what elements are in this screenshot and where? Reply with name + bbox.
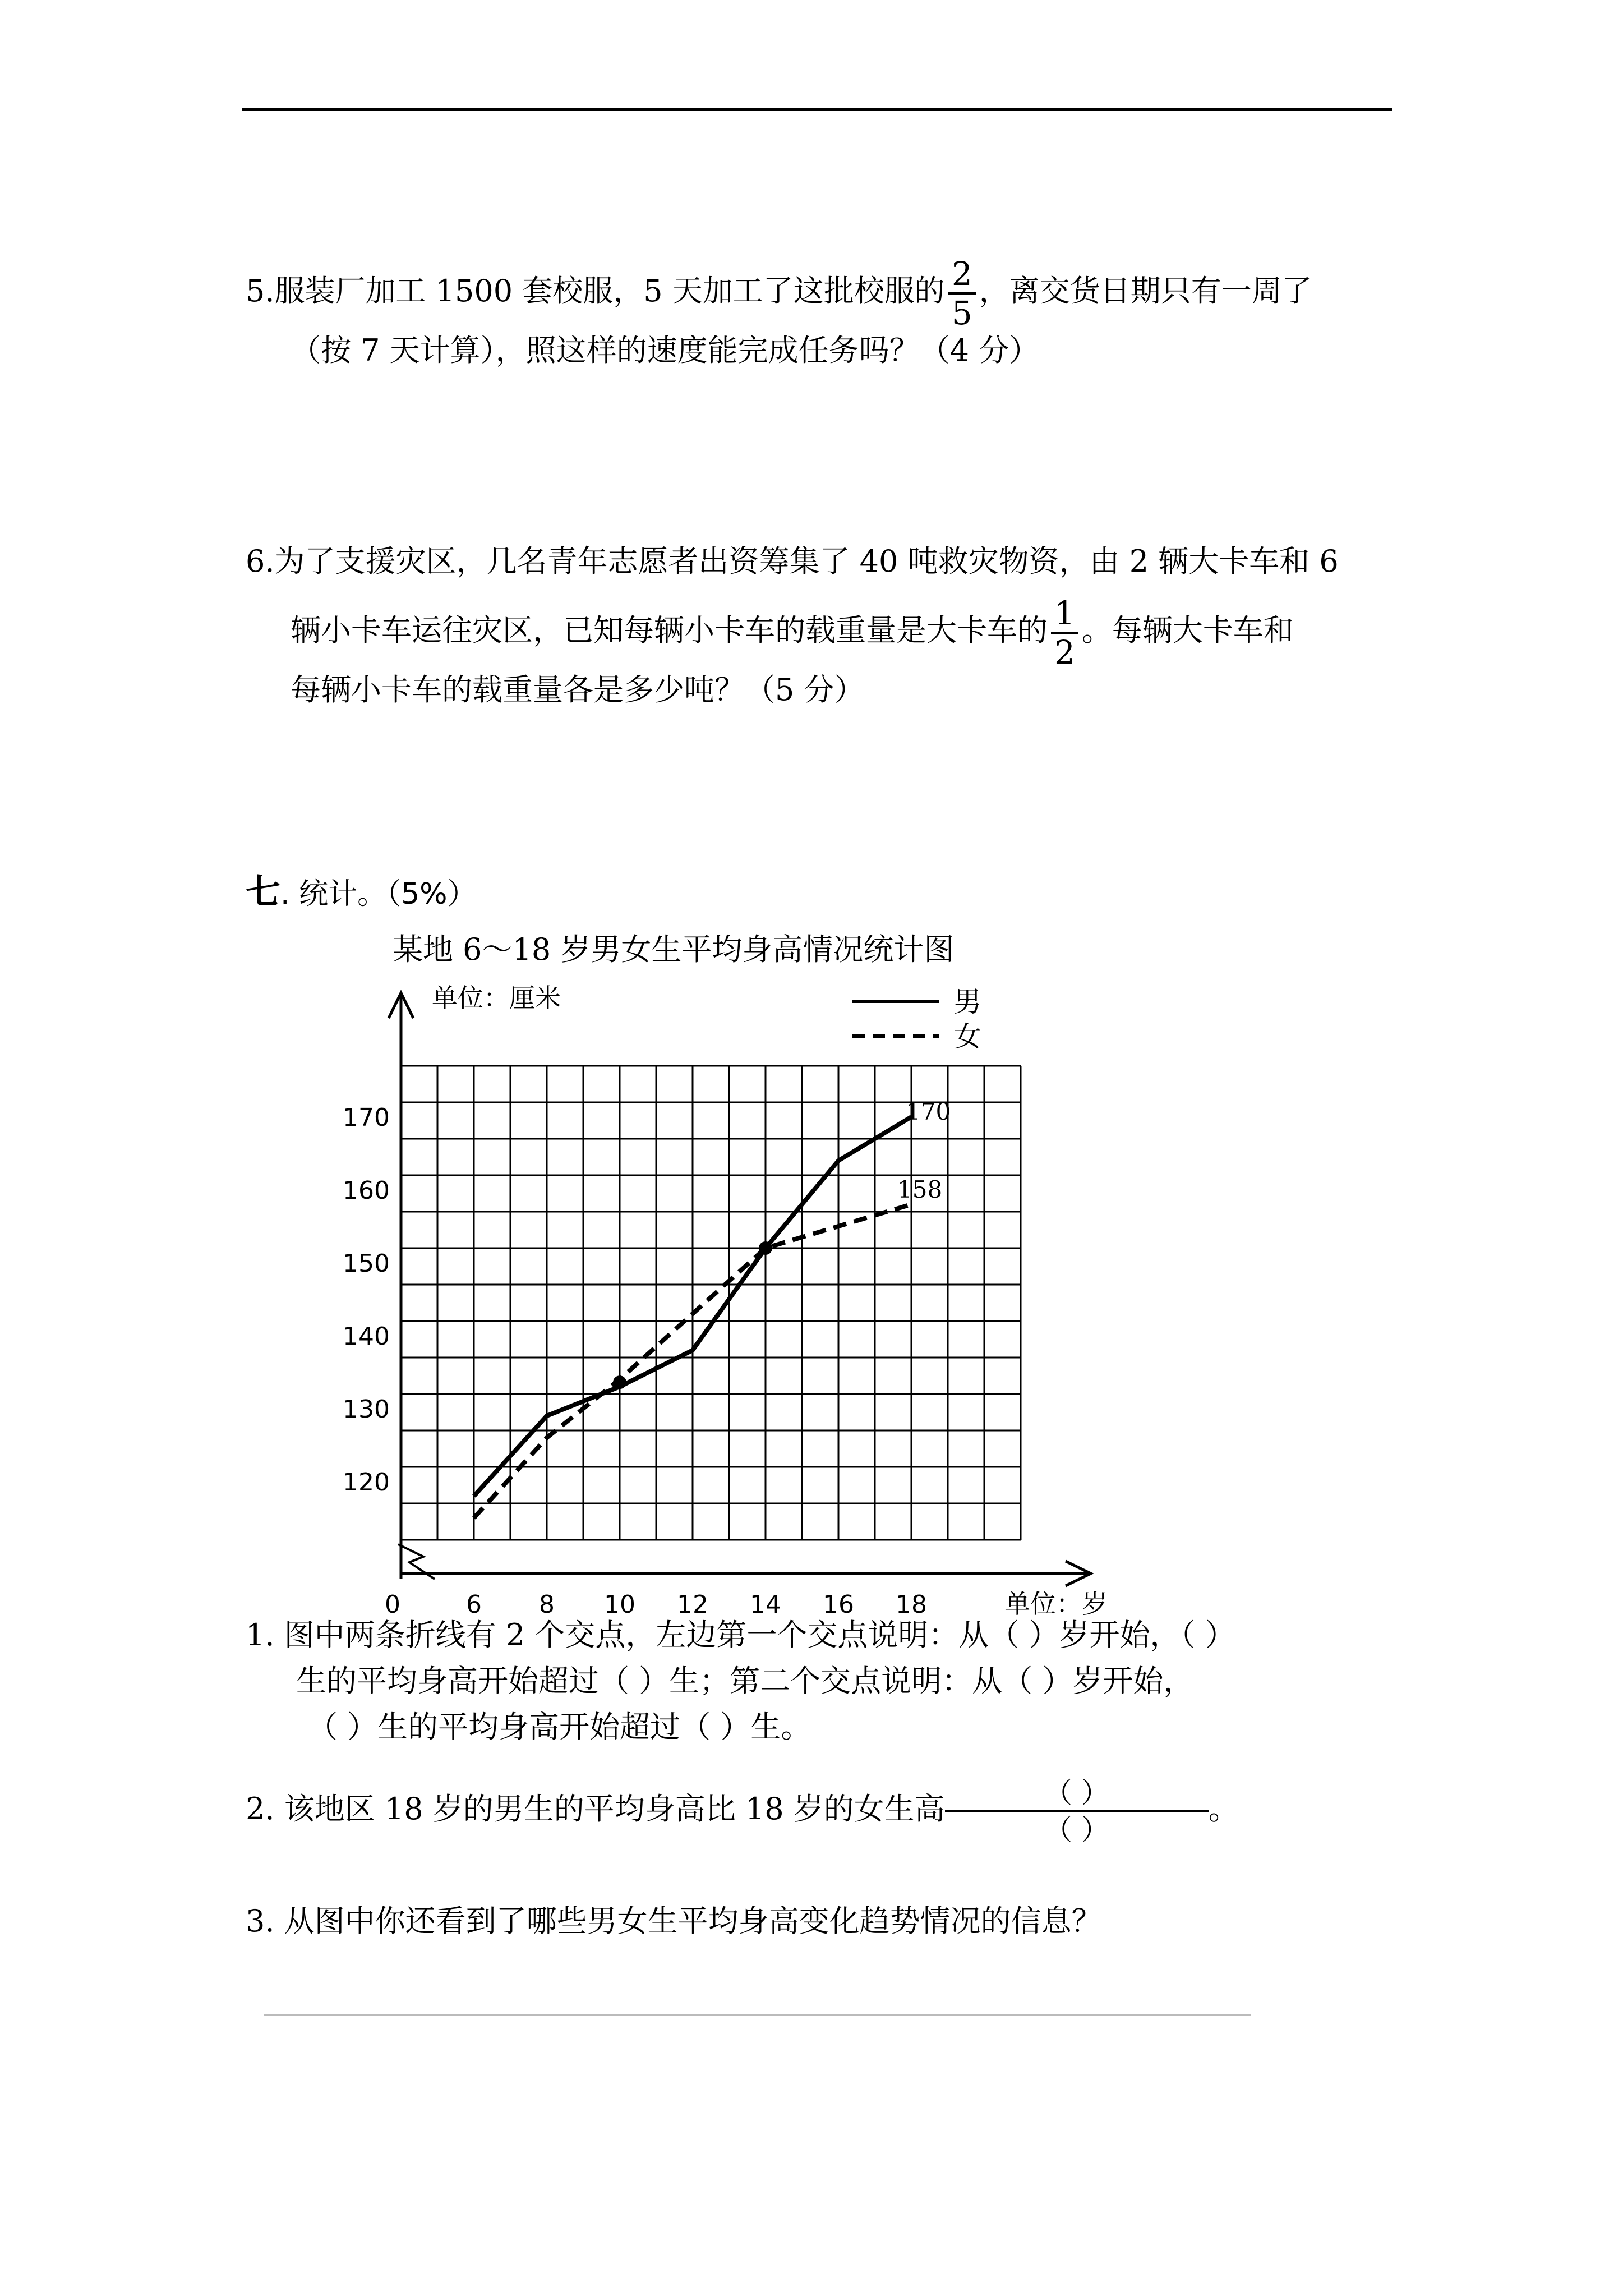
y-tick-label: 130 — [343, 1395, 390, 1424]
x-tick-label: 6 — [466, 1590, 482, 1619]
x-unit-label: 单位：岁 — [1004, 1589, 1108, 1619]
section-title: . 统计。（5%） — [280, 877, 477, 911]
y-tick-label: 170 — [343, 1103, 390, 1132]
intersection-point — [759, 1241, 772, 1255]
footer-rule — [264, 2014, 1251, 2016]
x-tick-label: 0 — [385, 1590, 400, 1619]
x-tick-label: 12 — [677, 1590, 708, 1619]
y-tick-label: 150 — [343, 1249, 390, 1278]
fraction-denominator: 2 — [1054, 633, 1075, 671]
y-unit-label: 单位：厘米 — [432, 983, 561, 1013]
section-7-heading — [246, 864, 477, 914]
blank-denominator: （ ） — [1044, 1814, 1109, 1846]
fraction-one-half — [1051, 595, 1078, 671]
chart-title: 某地 6～18 岁男女生平均身高情况统计图 — [393, 932, 955, 967]
question-6-line-1: 6.为了支援灾区，几名青年志愿者出资筹集了 40 吨救灾物资，由 2 辆大卡车和 6 — [246, 544, 1339, 579]
answer-fraction-blank — [945, 1775, 1209, 1847]
annotation-label: 170 — [906, 1098, 951, 1125]
section-numeral: 七 — [246, 871, 281, 912]
question-1-line-2: 生的平均身高开始超过（ ）生；第二个交点说明：从（ ）岁开始， — [296, 1663, 1194, 1699]
question-1-line-3: （ ）生的平均身高开始超过（ ）生。 — [307, 1709, 811, 1745]
chart-grid — [401, 1066, 1021, 1540]
fraction-denominator: 5 — [951, 294, 972, 332]
intersection-point — [613, 1375, 626, 1389]
question-5-line-1 — [246, 255, 1312, 332]
legend-label: 男 — [953, 986, 981, 1018]
question-6-line-2 — [291, 595, 1294, 671]
question-5-text-cont: ，离交货日期只有一周了 — [979, 273, 1312, 309]
question-5-line-2: （按 7 天计算），照这样的速度能完成任务吗？（4 分） — [291, 333, 1040, 368]
question-1-line-1: 1. 图中两条折线有 2 个交点，左边第一个交点说明：从（ ）岁开始，（ ） — [246, 1617, 1235, 1653]
blank-numerator: （ ） — [945, 1775, 1209, 1812]
question-2 — [246, 1775, 1239, 1847]
fraction-numerator: 2 — [948, 255, 976, 295]
fraction-two-fifths — [948, 255, 976, 332]
fraction-numerator: 1 — [1051, 595, 1078, 634]
x-tick-label: 18 — [896, 1590, 927, 1619]
y-tick-label: 120 — [343, 1468, 390, 1497]
y-tick-label: 160 — [343, 1176, 390, 1205]
x-tick-label: 16 — [823, 1590, 854, 1619]
question-6-line-3: 每辆小卡车的载重量各是多少吨？（5 分） — [291, 672, 865, 707]
question-5-text: 5.服装厂加工 1500 套校服，5 天加工了这批校服的 — [246, 273, 945, 309]
question-2-text: 2. 该地区 18 岁的男生的平均身高比 18 岁的女生高 — [246, 1791, 945, 1826]
height-line-chart — [336, 976, 1150, 1619]
x-tick-label: 10 — [604, 1590, 635, 1619]
annotation-label: 158 — [897, 1176, 943, 1203]
x-tick-label: 14 — [750, 1590, 781, 1619]
question-3: 3. 从图中你还看到了哪些男女生平均身高变化趋势情况的信息？ — [246, 1903, 1102, 1939]
question-6-text: 辆小卡车运往灾区，已知每辆小卡车的载重量是大卡车的 — [291, 613, 1048, 648]
question-2-end: 。 — [1208, 1791, 1239, 1826]
y-tick-label: 140 — [343, 1322, 390, 1351]
question-6-text-cont: 。每辆大卡车和 — [1081, 613, 1294, 648]
legend-label: 女 — [953, 1020, 981, 1053]
header-rule — [242, 108, 1392, 111]
x-tick-label: 8 — [539, 1590, 555, 1619]
